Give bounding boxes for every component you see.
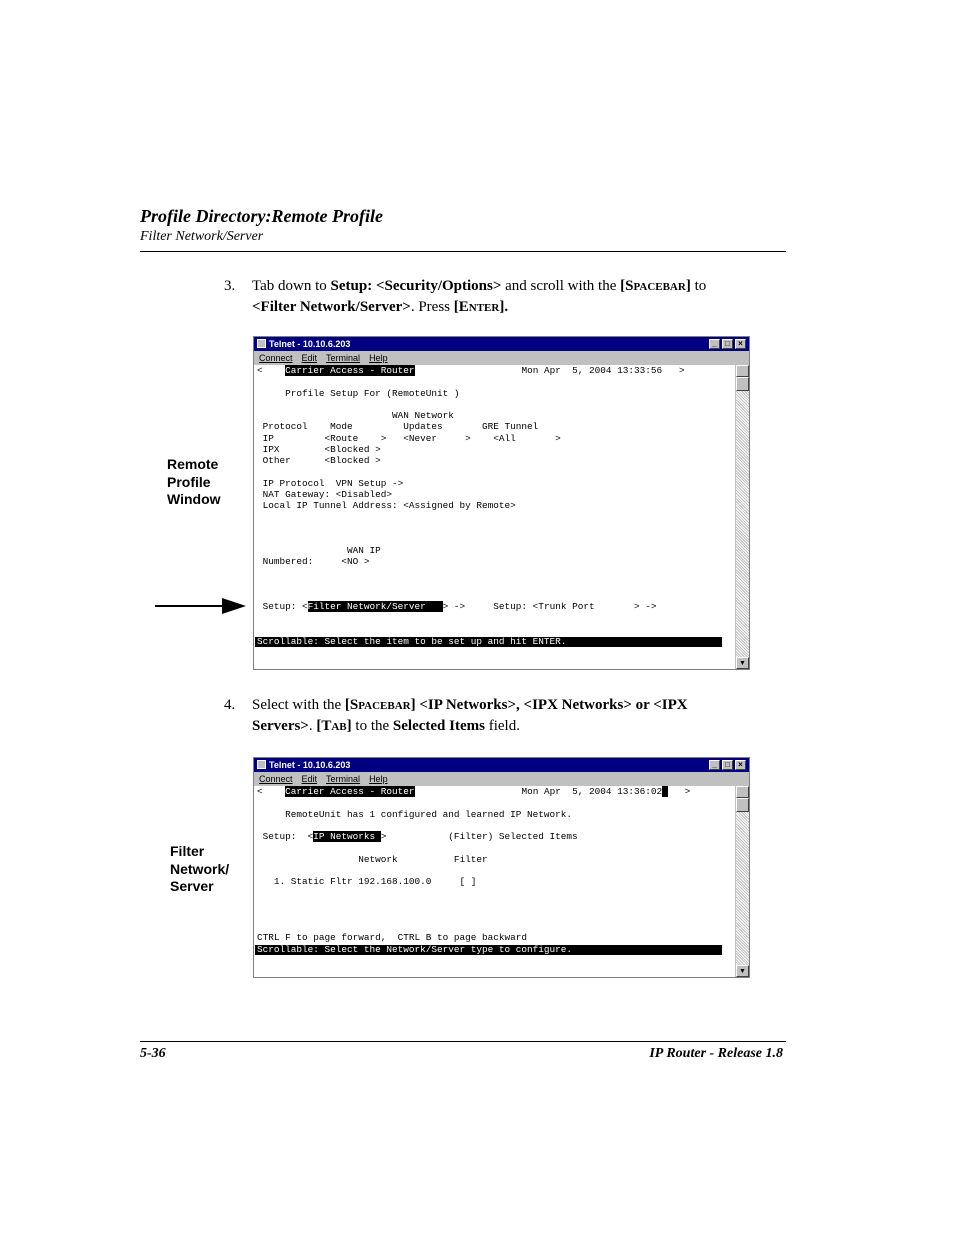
spacebar-key: Spacebar bbox=[625, 278, 686, 294]
telnet-window-filter-network bbox=[253, 757, 750, 978]
scroll-up-icon[interactable] bbox=[736, 786, 749, 798]
minimize-icon[interactable]: _ bbox=[709, 760, 720, 770]
header-rule bbox=[140, 251, 786, 252]
filter-network-server-label bbox=[170, 843, 229, 896]
menu-edit[interactable]: Edit bbox=[301, 774, 318, 784]
remote-profile-window-label bbox=[167, 456, 221, 509]
key-bracket: [ bbox=[453, 299, 459, 315]
telnet-title: Telnet - 10.10.6.203 bbox=[269, 760, 351, 770]
key-bracket: [ bbox=[316, 718, 322, 734]
maximize-icon[interactable]: □ bbox=[722, 760, 733, 770]
telnet-app-icon bbox=[257, 760, 266, 769]
label-line: Profile bbox=[167, 473, 211, 490]
menu-terminal[interactable]: Terminal bbox=[326, 353, 361, 363]
step-3-setup-option: Setup: <Security/Options> bbox=[330, 278, 502, 294]
footer-rule bbox=[140, 1041, 786, 1042]
terminal-text: < Carrier Access - Router Mon Apr 5, 2004 13:33:56 > Profile Setup For (RemoteUnit ) WAN Network Protocol Mode Updates GRE Tunnel IP <Route > <Never > <All > IPX <Blocked > Other <Blocked > IP Protocol VPN Setup -> NAT Gateway: <Disabled> Local IP Tunnel Address: <Assigned by Remote> WAN IP Numbered: <NO > Setup: <Filter Network/Server > -> Setup: <Trunk Port > -> bbox=[257, 365, 685, 613]
step-3-text-part: Tab down to bbox=[252, 278, 331, 294]
step-3-text-part: . Press bbox=[410, 299, 454, 315]
tab-key: Tab bbox=[321, 718, 347, 734]
menu-terminal[interactable]: Terminal bbox=[326, 774, 361, 784]
step-3-filter-option: <Filter Network/Server> bbox=[252, 299, 411, 315]
maximize-icon[interactable]: □ bbox=[722, 339, 733, 349]
key-bracket: ] bbox=[685, 278, 691, 294]
step-3-text-part: to bbox=[690, 278, 707, 294]
minimize-icon[interactable]: _ bbox=[709, 339, 720, 349]
menu-edit[interactable]: Edit bbox=[301, 353, 318, 363]
step-4-number: 4. bbox=[224, 697, 236, 713]
step-3-number: 3. bbox=[224, 278, 236, 294]
step-4-text-part: Select with the bbox=[252, 697, 345, 713]
label-line: Server bbox=[170, 878, 214, 894]
key-bracket: ]. bbox=[499, 299, 509, 315]
telnet-menubar bbox=[254, 351, 749, 365]
step-4-text-part: field. bbox=[484, 718, 520, 734]
pointer-arrow-line bbox=[155, 605, 225, 607]
close-icon[interactable]: × bbox=[735, 339, 746, 349]
footer-document-title: IP Router - Release 1.8 bbox=[649, 1046, 783, 1061]
key-bracket: ] bbox=[346, 718, 352, 734]
telnet-title: Telnet - 10.10.6.203 bbox=[269, 339, 351, 349]
page-header-subtitle: Filter Network/Server bbox=[140, 229, 264, 244]
menu-connect[interactable]: Connect bbox=[259, 353, 293, 363]
page-number: 5-36 bbox=[140, 1046, 166, 1061]
system-title-highlight: Carrier Access - Router bbox=[285, 786, 415, 797]
menu-help[interactable]: Help bbox=[369, 774, 388, 784]
label-line: Network/ bbox=[170, 860, 230, 877]
step-4-text-part: to the bbox=[351, 718, 393, 734]
system-title-highlight: Carrier Access - Router bbox=[285, 365, 415, 376]
scroll-thumb[interactable] bbox=[736, 377, 749, 391]
telnet-menubar bbox=[254, 772, 749, 786]
step-4-text-part: . bbox=[308, 718, 317, 734]
terminal-scrollbar[interactable] bbox=[735, 786, 749, 977]
terminal-scrollbar[interactable] bbox=[735, 365, 749, 669]
key-bracket: [ bbox=[620, 278, 626, 294]
key-bracket: [ bbox=[344, 697, 350, 713]
terminal-screen[interactable] bbox=[254, 365, 749, 669]
telnet-window-remote-profile bbox=[253, 336, 750, 670]
label-line: Remote bbox=[167, 456, 219, 472]
step-4-options: <IP Networks>, <IPX Networks> or <IPX bbox=[415, 697, 688, 713]
terminal-status-bar: Scrollable: Select the item to be set up and hit ENTER. bbox=[255, 637, 722, 647]
scroll-up-icon[interactable] bbox=[736, 365, 749, 377]
terminal-text: < Carrier Access - Router Mon Apr 5, 2004 13:36:02 > RemoteUnit has 1 configured and learned IP Network. Setup: <IP Networks > (Filter) Selected Items Network Filter 1. Static Fltr 192.168.100.0 [ ] CTRL F to page forward, CTRL B to page backward bbox=[257, 786, 691, 944]
pointer-arrow-icon bbox=[222, 598, 246, 614]
terminal-screen[interactable] bbox=[254, 786, 749, 977]
step-4-options-cont: Servers> bbox=[252, 718, 309, 734]
key-bracket: ] bbox=[410, 697, 416, 713]
telnet-app-icon bbox=[257, 339, 266, 348]
scroll-down-icon[interactable]: ▼ bbox=[736, 965, 749, 977]
scroll-down-icon[interactable]: ▼ bbox=[736, 657, 749, 669]
selected-items-term: Selected Items bbox=[392, 718, 485, 734]
page-header-title: Profile Directory:Remote Profile bbox=[140, 206, 383, 226]
step-4-text bbox=[252, 695, 784, 737]
menu-connect[interactable]: Connect bbox=[259, 774, 293, 784]
step-3-text-part: and scroll with the bbox=[501, 278, 621, 294]
telnet-titlebar[interactable] bbox=[254, 337, 749, 351]
close-icon[interactable]: × bbox=[735, 760, 746, 770]
spacebar-key: Spacebar bbox=[349, 697, 411, 713]
filter-network-server-field[interactable]: Filter Network/Server bbox=[307, 601, 443, 613]
scroll-thumb[interactable] bbox=[736, 798, 749, 812]
label-line: Window bbox=[167, 491, 221, 507]
terminal-status-bar: Scrollable: Select the Network/Server type to configure. bbox=[255, 945, 722, 955]
telnet-titlebar[interactable] bbox=[254, 758, 749, 772]
label-line: Filter bbox=[170, 843, 205, 859]
menu-help[interactable]: Help bbox=[369, 353, 388, 363]
enter-key: Enter bbox=[458, 299, 500, 315]
step-3-text bbox=[252, 276, 784, 318]
ip-networks-field[interactable]: IP Networks bbox=[313, 831, 381, 842]
